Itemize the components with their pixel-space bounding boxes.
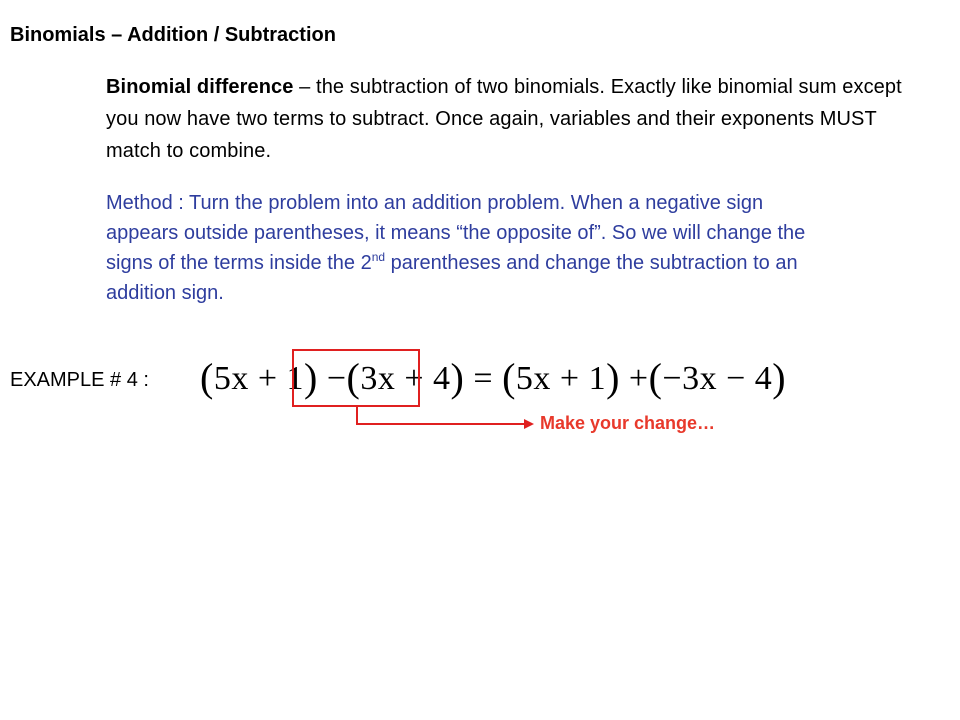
equation-left-term-2: 3x + 4 <box>360 360 451 397</box>
method-text-after: parentheses and change the subtraction to an addition sign. <box>106 252 798 304</box>
example-equation: (5x + 1) −(3x + 4) = (5x + 1) +(−3x − 4) <box>200 355 787 400</box>
callout-text: Make your change… <box>540 413 716 433</box>
definition-term: Binomial difference <box>106 76 294 98</box>
equation-equals: = <box>473 360 494 397</box>
equation-left-term-1: 5x + 1 <box>213 360 305 397</box>
equation-right-term-2: −3x − 4 <box>662 360 773 397</box>
page-title: Binomials – Addition / Subtraction <box>10 24 336 46</box>
equation-operator-1: − <box>326 360 347 397</box>
definition-text: – the subtraction of two binomials. Exactly like binomial sum except you now have two terms to subtract. Once again, variables and their exponents MUST match to combine. <box>106 76 902 162</box>
equation-right-term-1: 5x + 1 <box>515 360 607 397</box>
example-label: EXAMPLE # 4 : <box>10 369 149 391</box>
method-superscript: nd <box>371 250 386 264</box>
equation-operator-2: + <box>628 360 649 397</box>
method-text-before: Method : Turn the problem into an addition problem. When a negative sign appears outside parentheses, it means “the opposite of”. So we will change the signs of the terms inside the 2 <box>106 192 806 274</box>
